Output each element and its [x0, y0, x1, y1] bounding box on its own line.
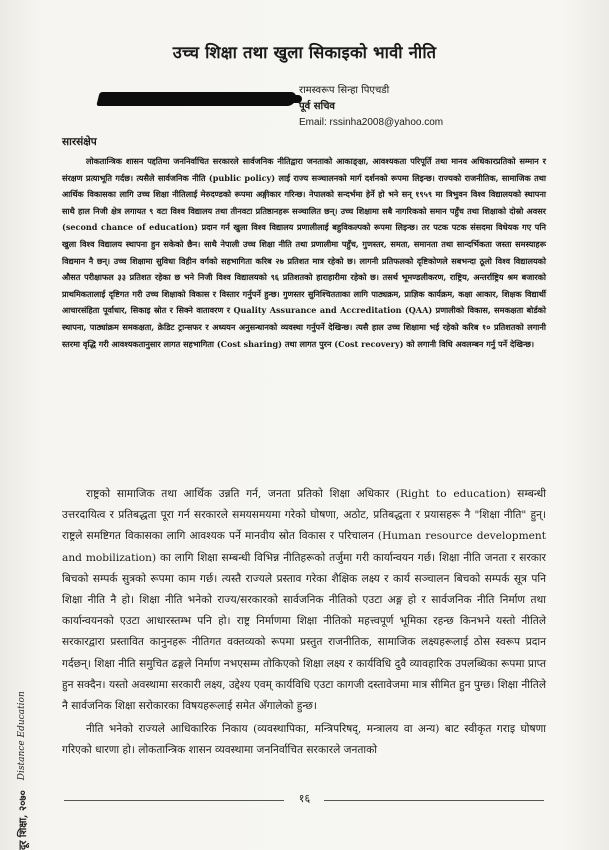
author-name: रामस्वरूप सिन्हा पिएचडी: [299, 85, 390, 96]
author-role: पूर्व सचिव: [299, 101, 335, 112]
abstract: [62, 153, 546, 352]
body-paragraph: राष्ट्रको सामाजिक तथा आर्थिक उन्नति गर्न, जनता प्रतिको शिक्षा अधिकार (Right to education) सम्बन्धी उत्तरदायित्व र प्रतिबद्धता पूरा गर्न सरकारले समयसमयमा गरेको घोषणा, अठोट, प्रतिबद्धता र प्रयासहरू नै "शिक्षा नीति" हुन्। राष्ट्रले समष्टिगत विकासका लागि आवश्यक पर्ने मानवीय स्रोत विकास र परिचालन (Human resource development and mobilization) का लागि शिक्षा सम्बन्धी विभिन्न नीतिहरूको तर्जुमा गरी कार्यान्वयन गर्छ। शिक्षा नीति जनता र सरकार बिचको सम्पर्क सुत्रको रूपमा काम गर्छ। त्यस्तै राज्यले प्रस्ताव गरेका शैक्षिक लक्ष्य र कार्य सञ्चालन बिचको सम्पर्क सूत्र पनि शिक्षा नीति नै हो। शिक्षा नीति भनेको राज्य/सरकारको सार्वजनिक नीतिको एउटा अङ्ग हो र सार्वजनिक नीति निर्माण तथा कार्यान्वयनको एउटा आधारस्तम्भ पनि हो। राष्ट्र निर्माणमा शिक्षा नीतिको महत्त्वपूर्ण भूमिका रहन्छ किनभने यस्तो नीतिले सरकारद्वारा प्रस्तावित कानुनहरू नीतिगत वक्तव्यको रूपमा प्रस्तुत राजनीतिक, सामाजिक लक्ष्यहरूलाई ठोस स्वरूप प्रदान गर्दछन्। शिक्षा नीति समुचित ढङ्गले निर्माण नभएसम्म तोकिएको शिक्षा लक्ष्य र कार्यविधि दुवै व्यावहारिक उपलब्धिका रूपमा प्राप्त हुन सक्दैन। यस्तो अवस्थामा सरकारी लक्ष्य, उद्देश्य एवम् कार्यविधि एउटा कागजी दस्तावेजमा मात्र सीमित हुन पुग्छ। शिक्षा नीतिले नै सार्वजनिक शिक्षा सरोकारका विषयहरूलाई समेत अँगालेको हुन्छ।: [62, 488, 546, 713]
side-journal-label: [14, 590, 30, 850]
redaction-mark: [96, 92, 297, 106]
abstract-paragraph: लोकतान्त्रिक शासन पद्दतिमा जननिर्वाचित सरकारले सार्वजनिक नीतिद्वारा जनताको आकाङ्क्षा, आवश्यकता परिपूर्ति तथा मानव अधिकारप्रतिको सम्मान र संरक्षण प्रत्याभूति गर्दछ। त्यसैले सार्वजनिक नीति (public policy) लाई राज्य सञ्चालनको मार्ग दर्शनको रूपमा लिइन्छ। राज्यको राजनीतिक, सामाजिक तथा आर्थिक विकासका लागि उच्च शिक्षा नीतिलाई मेरुदण्डको रूपमा अङ्गीकार गरिन्छ। नेपालको सन्दर्भमा हेर्ने हो भने सन् १९५९ मा त्रिभुवन विश्व विद्यालयको स्थापना साथै हाल निजी क्षेत्र लगायत ९ वटा विश्व विद्यालय तथा तीनवटा प्रतिष्ठानहरू सञ्चालित छन्। उच्च शिक्षामा सबै नागरिकको समान पहुँच तथा शिक्षाको दोस्रो अवसर (second chance of education) प्रदान गर्न खुला विश्व विद्यालय प्रणालीलाई बहुविकल्पको रूपमा लिइन्छ। तर पटक पटक संसदमा विधेयक गए पनि खुला विश्व विद्यालय स्थापना हुन सकेको छैन। साथै नेपाली उच्च शिक्षा नीति तथा प्रणालीमा पहुँच, गुणस्तर, समता, समानता तथा सान्दर्भिकता जस्ता समस्याहरू विद्यमान नै छन्। उच्च शिक्षामा सुविधा विहीन वर्गको सहभागिता करिब २७ प्रतिशत मात्र रहेको छ। लागनी प्रतिफलको दृष्टिकोणले सबभन्दा ठूलो विश्व विद्यालयको औसत परीक्षाफल ३३ प्रतिशत रहेका छ भने निजी विश्व विद्यालयको ९६ प्रतिशतको हाराहारीमा रहेको छ। तसर्थ भूमण्डलीकरण, राष्ट्रिय, अन्तर्राष्ट्रिय श्रम बजारको प्राथमिकतालाई दृष्टिगत गरी उच्च शिक्षाको विकास र विस्तार गर्नुपर्ने हुन्छ। गुणस्तर सुनिश्चितताका लागि पाठ्यक्रम, प्राज्ञिक कार्यक्रम, कक्षा आकार, शिक्षक विद्यार्थी आचारसंहिता पूर्वाधार, सिकाइ स्रोत र सिक्ने वातावरण र Quality Assurance and Accreditation (QAA) प्रणालीको विकास, समकक्षता बोर्डको स्थापना, पाठ्यांक्रम समकक्षता, क्रेडिट ट्रान्सफर र अध्ययन अनुसन्धानको व्यवस्था गर्नुपर्ने देखिन्छ। त्यसै हाल उच्च शिक्षामा भई रहेको करिब १० प्रतिशतको लगानी स्तरमा वृद्धि गरी आवश्यकतानुसार लागत सहभागिता (Cost sharing) तथा लागत पुरन (Cost recovery) को लगानी विधि अवलम्बन गर्नु पर्ने देखिन्छ।: [62, 156, 546, 349]
body-paragraph: नीति भनेको राज्यले आधिकारिक निकाय (व्यवस्थापिका, मन्त्रिपरिषद्, मन्त्रालय वा अन्य) बाट स्वीकृत गराइ घोषणा गरिएको धारणा हो। लोकतान्त्रिक शासन व्यवस्थामा जननिर्वाचित सरकारले जनताको: [62, 723, 546, 757]
page-number: १६: [298, 792, 311, 805]
abstract-heading: सारसंक्षेप: [62, 136, 97, 148]
author-block: [299, 83, 443, 131]
body-text: [62, 484, 546, 764]
author-email: Email: rssinha2008@yahoo.com: [299, 117, 444, 128]
side-label-nepali: दूर शिक्षा, २०७०: [18, 790, 29, 850]
side-label-english: Distance Education: [17, 691, 27, 781]
document-title: उच्च शिक्षा तथा खुला सिकाइको भावी नीति: [172, 43, 437, 62]
